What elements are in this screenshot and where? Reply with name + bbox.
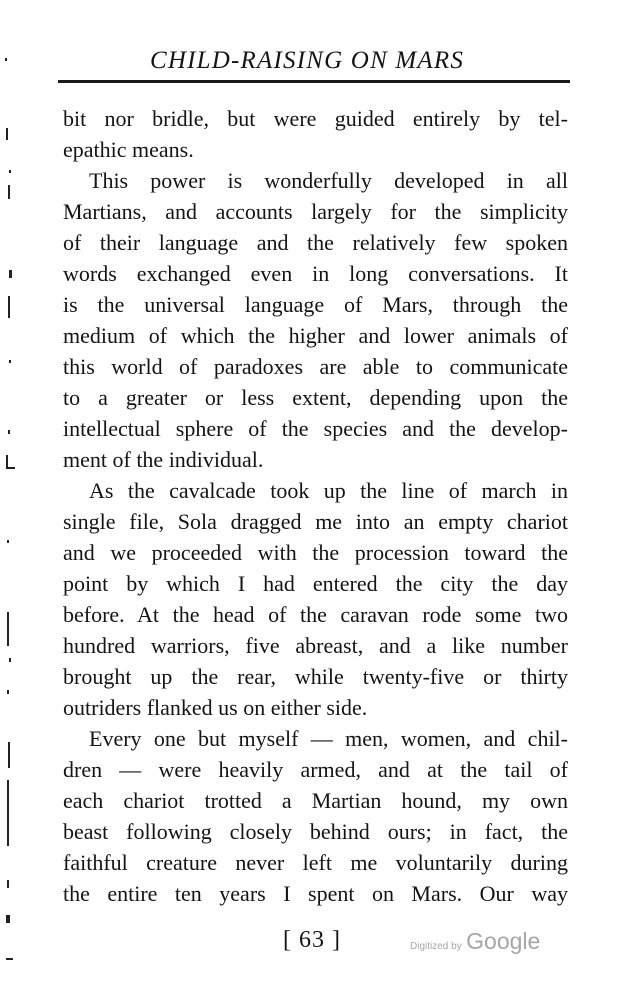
text-line: As the cavalcade took up the line of march in [89,478,568,503]
watermark-brand: Google [466,928,541,954]
text-line: and we proceeded with the procession toward the [63,540,568,565]
text-line: before. At the head of the caravan rode some two [63,602,568,627]
text-line: intellectual sphere of the species and the develop- [63,416,568,441]
text-line: to a greater or less extent, depending upon the [63,385,568,410]
text-line: each chariot trotted a Martian hound, my own [63,788,568,813]
text-line: outriders flanked us on either side. [63,695,368,720]
watermark-prefix: Digitized by [410,941,462,952]
text-line: faithful creature never left me voluntarily during [63,850,568,875]
header-rule [58,80,570,83]
text-line: hundred warriors, five abreast, and a like number [63,633,568,658]
text-line: is the universal language of Mars, through the [63,292,568,317]
text-line: This power is wonderfully developed in all [89,168,568,193]
text-line: Every one but myself — men, women, and chil- [89,726,568,751]
running-head: CHILD-RAISING ON MARS [150,47,465,74]
text-line: ment of the individual. [63,447,264,472]
text-line: epathic means. [63,137,194,162]
text-line: beast following closely behind ours; in fact, the [63,819,568,844]
text-line: dren — were heavily armed, and at the tail of [63,757,568,782]
text-line: brought up the rear, while twenty-five or thirty [63,664,568,689]
text-line: single file, Sola dragged me into an empty chariot [63,509,568,534]
text-line: words exchanged even in long conversations. It [63,261,568,286]
page-number: [ 63 ] [283,927,341,953]
text-line: Martians, and accounts largely for the simplicity [63,199,568,224]
text-line: the entire ten years I spent on Mars. Our way [63,881,568,906]
text-line: point by which I had entered the city the day [63,571,568,596]
text-line: bit nor bridle, but were guided entirely by tel- [63,106,568,131]
page-edge-marks [0,0,22,1000]
text-line: this world of paradoxes are able to communicate [63,354,568,379]
body-text [63,103,568,909]
digitized-watermark [410,928,540,955]
text-line: medium of which the higher and lower animals of [63,323,568,348]
text-line: of their language and the relatively few spoken [63,230,568,255]
